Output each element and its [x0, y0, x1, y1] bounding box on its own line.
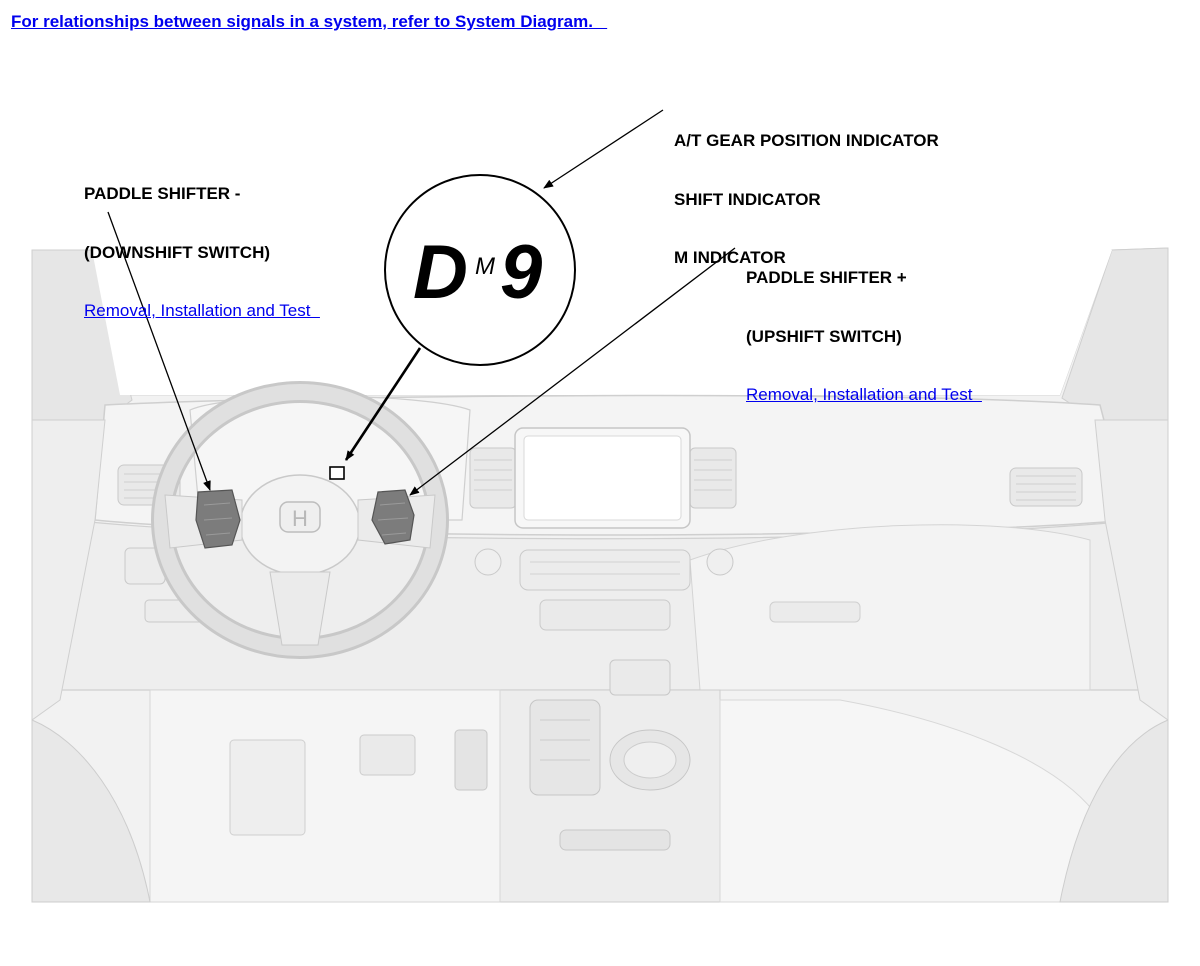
upshift-callout [746, 229, 982, 424]
indicator-title-3: M INDICATOR [674, 248, 786, 267]
downshift-callout [84, 145, 320, 340]
gear-number: 9 [500, 230, 543, 315]
indicator-title-2: SHIFT INDICATOR [674, 189, 821, 209]
center-console [500, 660, 720, 902]
downshift-removal-link[interactable]: Removal, Installation and Test [84, 301, 320, 320]
paddle-shifter-downshift [196, 490, 240, 548]
center-display-screen [515, 428, 690, 528]
downshift-title: PADDLE SHIFTER - [84, 184, 241, 203]
gear-display-callout [385, 175, 575, 365]
system-diagram-link-text[interactable]: For relationships between signals in a system, refer to System Diagram [11, 12, 589, 31]
upshift-removal-link[interactable]: Removal, Installation and Test [746, 385, 982, 404]
indicator-title-1: A/T GEAR POSITION INDICATOR [674, 131, 939, 150]
indicator-leader-arrow [544, 110, 663, 188]
right-air-vent [1010, 468, 1082, 506]
system-diagram-link-trailing: . [588, 12, 608, 31]
indicator-location-marker [330, 467, 344, 479]
upshift-title: PADDLE SHIFTER + [746, 268, 907, 287]
steering-logo: H [292, 506, 308, 531]
gear-letter: D [413, 230, 468, 315]
upshift-subtitle: (UPSHIFT SWITCH) [746, 326, 902, 346]
gear-mode-indicator: M [475, 253, 495, 280]
downshift-subtitle: (DOWNSHIFT SWITCH) [84, 242, 271, 262]
